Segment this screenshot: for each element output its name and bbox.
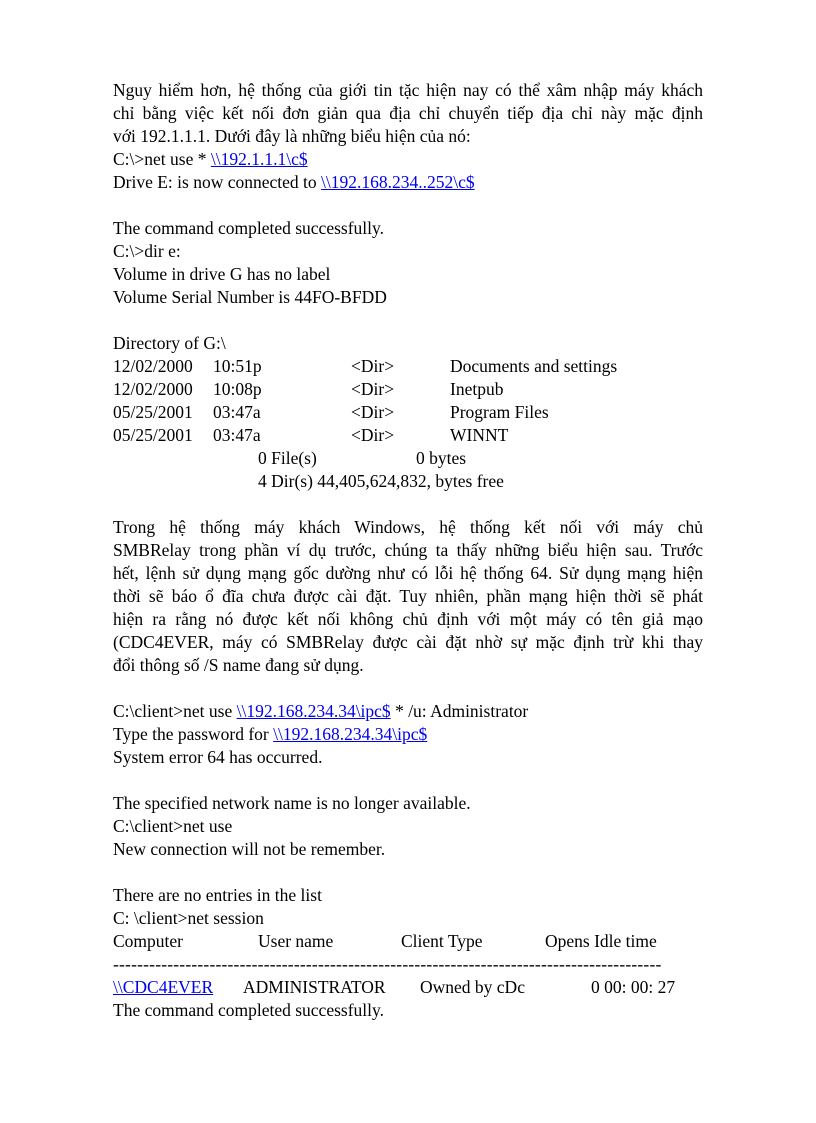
volume-label-line: Volume in drive G has no label xyxy=(113,264,331,284)
session-row xyxy=(113,976,703,999)
listing-name: Inetpub xyxy=(450,379,504,399)
listing-row xyxy=(113,424,703,447)
session-client: Owned by cDc xyxy=(420,977,525,997)
completed-message: The command completed successfully. xyxy=(113,218,385,238)
para2-line: thời sẽ báo ổ đĩa chưa được cài đặt. Tuy nhiên, phần mạng hiện thời sẽ phát xyxy=(113,586,703,606)
session-idle-time: 0 00: 00: 27 xyxy=(591,977,676,997)
header-computer: Computer xyxy=(113,931,183,951)
spacer xyxy=(113,194,703,217)
para2-line: Trong hệ thống máy khách Windows, hệ thống kết nối với máy chủ xyxy=(113,517,703,537)
para2-last-line: đổi thông số /S name đang sử dụng. xyxy=(113,655,364,675)
new-connection-line: New connection will not be remember. xyxy=(113,839,386,859)
listing-date: 05/25/2001 xyxy=(113,402,193,422)
listing-time: 10:08p xyxy=(213,379,262,399)
no-entries-line: There are no entries in the list xyxy=(113,885,322,905)
share-link[interactable]: \\192.1.1.1\c$ xyxy=(210,149,308,169)
listing-row xyxy=(113,378,703,401)
command-suffix: * /u: Administrator xyxy=(390,701,529,721)
drive-prefix: Drive E: is now connected to xyxy=(113,172,322,192)
intro-line-1: Nguy hiểm hơn, hệ thống của giới tin tặc hiện nay có thể xâm nhập máy khách xyxy=(113,80,703,100)
password-prefix: Type the password for xyxy=(113,724,274,744)
spacer xyxy=(113,769,703,792)
listing-date: 05/25/2001 xyxy=(113,425,193,445)
listing-row xyxy=(113,355,703,378)
listing-time: 03:47a xyxy=(213,402,261,422)
listing-name: WINNT xyxy=(450,425,509,445)
separator-line: ------------------------------------------------------------------------------------------- xyxy=(113,954,662,974)
spacer xyxy=(113,309,703,332)
network-name-line: The specified network name is no longer available. xyxy=(113,793,471,813)
listing-time: 10:51p xyxy=(213,356,262,376)
net-use-command xyxy=(113,148,703,171)
session-computer-link[interactable]: \\CDC4EVER xyxy=(113,977,214,997)
files-count: 0 File(s) xyxy=(258,448,317,468)
listing-type: <Dir> xyxy=(351,356,395,376)
command-prefix: C:\client>net use xyxy=(113,701,237,721)
listing-name: Program Files xyxy=(450,402,549,422)
completed-message: The command completed successfully. xyxy=(113,1000,385,1020)
intro-line-3: với 192.1.1.1. Dưới đây là những biểu hiện của nó: xyxy=(113,126,471,146)
spacer xyxy=(113,493,703,516)
para2-line: (CDC4EVER, máy có SMBRelay được cài đặt nhờ sự mặc định trừ khi thay xyxy=(113,632,703,652)
net-use-ipc-command xyxy=(113,700,703,723)
listing-type: <Dir> xyxy=(351,379,395,399)
session-header-row xyxy=(113,930,703,953)
intro-line-2: chỉ bằng việc kết nối đơn giản qua địa chỉ chuyển tiếp địa chỉ này mặc định xyxy=(113,103,703,123)
dir-command: C:\>dir e: xyxy=(113,241,181,261)
net-use-line: C:\client>net use xyxy=(113,816,233,836)
files-summary-row xyxy=(113,447,703,470)
header-client: Client Type xyxy=(401,931,483,951)
para2-line: SMBRelay trong phần ví dụ trước, chúng ta thấy những biểu hiện sau. Trước xyxy=(113,540,703,560)
volume-serial-line: Volume Serial Number is 44FO-BFDD xyxy=(113,287,387,307)
dirs-free: 4 Dir(s) 44,405,624,832, bytes free xyxy=(258,471,504,491)
header-opens-idle: Opens Idle time xyxy=(545,931,657,951)
net-session-line: C: \client>net session xyxy=(113,908,264,928)
dirs-summary-row xyxy=(113,470,703,493)
listing-time: 03:47a xyxy=(213,425,261,445)
spacer xyxy=(113,677,703,700)
password-share-link[interactable]: \\192.168.234.34\ipc$ xyxy=(273,724,428,744)
ipc-share-link[interactable]: \\192.168.234.34\ipc$ xyxy=(236,701,391,721)
listing-name: Documents and settings xyxy=(450,356,618,376)
password-prompt xyxy=(113,723,703,746)
drive-connected-line xyxy=(113,171,703,194)
listing-date: 12/02/2000 xyxy=(113,379,193,399)
files-bytes: 0 bytes xyxy=(416,448,467,468)
session-user: ADMINISTRATOR xyxy=(243,977,386,997)
listing-type: <Dir> xyxy=(351,402,395,422)
para2-line: hiện ra rằng nó được kết nối không chủ định với một máy có tên giả mạo xyxy=(113,609,703,629)
listing-row xyxy=(113,401,703,424)
listing-date: 12/02/2000 xyxy=(113,356,193,376)
header-user: User name xyxy=(258,931,334,951)
document-page xyxy=(113,79,703,1022)
command-prefix: C:\>net use * xyxy=(113,149,211,169)
para2-line: hết, lệnh sử dụng mạng gốc dường như có lỗi hệ thống 64. Sử dụng mạng hiện xyxy=(113,563,703,583)
directory-of-line: Directory of G:\ xyxy=(113,333,226,353)
system-error-line: System error 64 has occurred. xyxy=(113,747,323,767)
drive-share-link[interactable]: \\192.168.234..252\c$ xyxy=(321,172,475,192)
spacer xyxy=(113,861,703,884)
listing-type: <Dir> xyxy=(351,425,395,445)
